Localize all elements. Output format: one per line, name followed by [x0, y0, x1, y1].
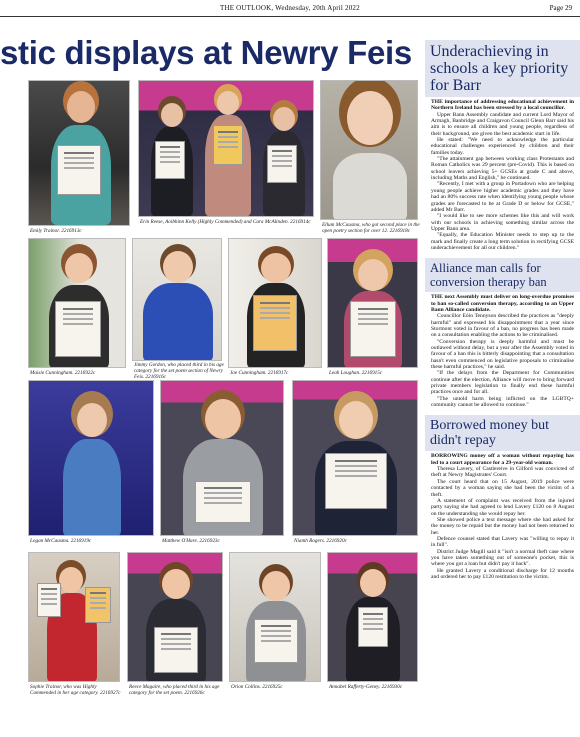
photo-jimmy-gordon	[132, 238, 222, 361]
article-paragraph: Defence counsel stated that Lavery was "willing to repay it in full".	[431, 535, 574, 549]
photo-reece-magaire	[127, 552, 223, 682]
article-paragraph: "Recently, I met with a group in Portadown who are helping young people achieve higher academic grades and they have had an 80% success rate when identifying young people whose grades are forecasted to be at Grade D or below for GCSE," added Mr Barr.	[431, 181, 574, 213]
photo-caption: Maisie Cunningham. 2216922c	[30, 370, 96, 376]
article-body	[425, 97, 580, 255]
article-paragraph: "If the delays from the Department for Communities continue after the election, Alliance will move to bring forward private members legislation to finally end these harmful practices once and for all.	[431, 370, 574, 396]
photo-caption: Matthew O'Hare. 2216923c	[162, 538, 220, 544]
page-number: Page 29	[549, 4, 572, 12]
article-headline: Borrowed money but didn't repay	[425, 415, 580, 451]
article-paragraph: "Equally, the Education Minister needs to step up to the mark and finally create a long term solution in rectifying GCSE underachievement for all our children."	[431, 232, 574, 251]
photo-caption: Erin Reese, Aoibhinn Kelly (Highly Commended) and Cara McAlinden. 2216914c	[140, 219, 311, 225]
photo-caption: Emily Trainor. 2216913c	[30, 228, 82, 234]
photo-caption: Sophie Trainor, who was Highly Commended in her age category. 2216927c	[30, 684, 121, 697]
masthead-rule	[0, 16, 580, 17]
photo-maisie-cunningham	[28, 238, 126, 368]
photo-caption: Ellum McCausma, who got second place in the open poetry section for over 12. 2216918c	[322, 222, 420, 235]
photo-caption: Jimmy Gordon, who placed third in his age category for the set poem section of Newry Feis. 2216916c	[134, 362, 224, 381]
page-headline: stic displays at Newry Feis	[0, 34, 412, 71]
photo-joe-cunningham	[228, 238, 322, 368]
paper-date: THE OUTLOOK, Wednesday, 20th April 2022	[220, 4, 360, 12]
article-body	[425, 451, 580, 584]
article-paragraph: THE next Assembly must deliver on long-overdue promises to ban so-called conversion therapy, according to an Upper Bann Alliance candidate.	[431, 294, 574, 313]
article-headline: Underachieving in schools a key priority for Barr	[425, 40, 580, 97]
article-paragraph: The court heard that on 15 August, 2019 police were contacted by a woman saying she had been the victim of a theft.	[431, 478, 574, 498]
article-paragraph: BORROWING money off a woman without repaying has led to a court appearance for a 29-year-old woman.	[431, 453, 574, 466]
article-paragraph: He stated: "We need to acknowledge the particular educational challenges experienced by children and their families today.	[431, 137, 574, 156]
photo-annabel-rafferty-geney	[327, 552, 418, 682]
masthead	[0, 0, 580, 32]
photo-emily-trainor	[28, 80, 130, 226]
article-paragraph: "The attainment gap between working class Protestants and Roman Catholics was 29 percent (pre-Covid). This is based on school leavers achieving 5+ GCSEs at grade C and above, including Maths and English," he continued.	[431, 156, 574, 182]
photo-caption: Niamh Rogers. 2216920c	[294, 538, 347, 544]
article-paragraph: Councillor Eóin Tennyson described the practices as "deeply harmful" and expressed his disappointment that a year since Stormont voted in favour of a ban, no progress has been made on a consultation enabling the actions to be criminalised.	[431, 313, 574, 339]
photo-caption: Reece Magaire, who placed third in his age category for the set poem. 2216926c	[129, 684, 220, 697]
article-paragraph: District Judge Magill said it "isn't a normal theft case where you have taken something out of someone's pocket, this is where you got a loan but didn't pay it back".	[431, 548, 574, 568]
article-paragraph: THE importance of addressing educational achievement in Northern Ireland has been stressed by a local councillor.	[431, 99, 574, 112]
article-paragraph: Upper Bann Assembly candidate and current Lord Mayor of Armagh, Banbridge and Craigavon Council Glenn Barr said his aim is to ensure all children and young people, regardless of their background, are given the best academic start in life.	[431, 111, 574, 137]
article-body	[425, 292, 580, 412]
photo-caption: Leah Loughan. 2216915c	[329, 370, 383, 376]
photo-ellum-mccausma	[320, 80, 418, 220]
article-paragraph: "Conversion therapy is deeply harmful and must be outlawed without delay, but a year after the Assembly voted in favour of a ban this is bitterly disappointing that a consultation hasn't even commenced on legislative proposals to criminalise these harmful practices," he said.	[431, 338, 574, 371]
photo-caption: Logan McCausma. 2216919c	[30, 538, 92, 544]
article-paragraph: She showed police a text message where she had asked for the money to be repaid but the money had not been returned to her.	[431, 516, 574, 536]
article-paragraph: A statement of complaint was received from the injured party saying she had agreed to lend Lavery £120 on 8 August on the understanding she would repay her.	[431, 497, 574, 517]
photo-sophie-trainor	[28, 552, 120, 682]
article-paragraph: Theresa Lavery, of Castlereive in Gilford was convicted of theft at Newry Magistrates' Court.	[431, 466, 574, 479]
article-paragraph: He granted Lavery a conditional discharge for 12 months and ordered her to pay £120 restitution to the victim.	[431, 567, 574, 580]
article-paragraph: "I would like to see more schemes like this and will work with our schools in achieving something similar across the Upper Bann area.	[431, 213, 574, 232]
article-paragraph: "The untold harm being inflicted on the LGBTQ+ community cannot be allowed to continue."	[431, 395, 574, 409]
photo-caption: Orion Collins. 2216925c	[231, 684, 283, 690]
photo-leah-loughan	[327, 238, 418, 368]
photo-three-girls	[138, 80, 314, 217]
article-headline: Alliance man calls for conversion therapy ban	[425, 258, 580, 292]
photo-orion-collins	[229, 552, 321, 682]
photo-niamh-rogers	[292, 380, 418, 536]
photo-logan-mccausma	[28, 380, 154, 536]
photo-matthew-ohare	[160, 380, 284, 536]
news-column	[425, 40, 580, 737]
photo-caption: Annabel Rafferty-Geney. 2216930c	[329, 684, 403, 690]
photo-caption: Joe Cunningham. 2216917c	[230, 370, 289, 376]
